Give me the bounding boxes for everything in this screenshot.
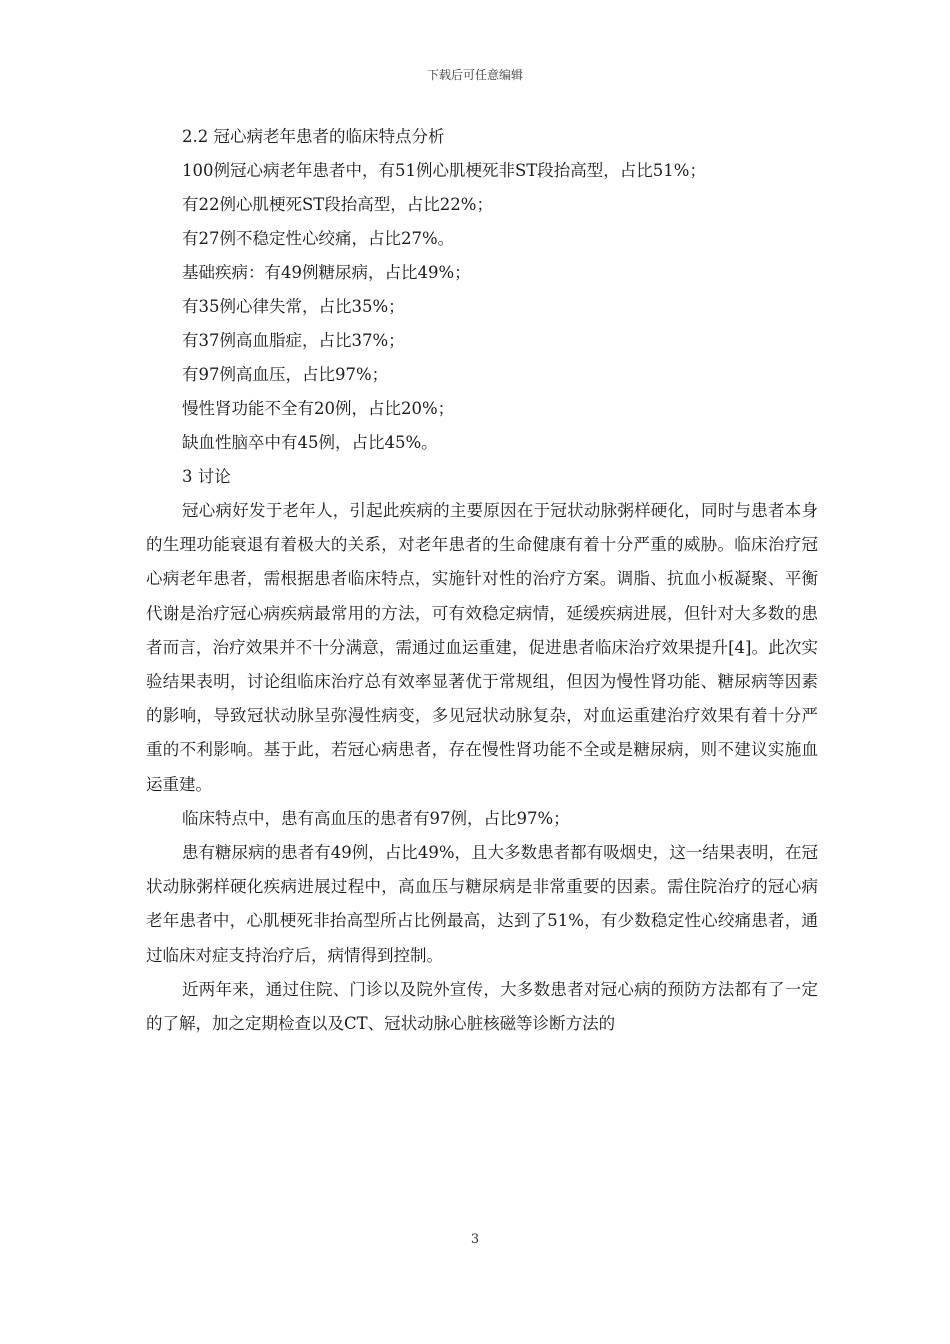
list-item: 有97例高血压，占比97%； [182,365,389,384]
body-paragraph: 近两年来，通过住院、门诊以及院外宣传，大多数患者对冠心病的预防方法都有了一定的了解，加之定期检查以及CT、冠状动脉心脏核磁等诊断方法的 [146,979,818,1034]
list-item: 有35例心律失常，占比35%； [182,297,405,316]
list-item: 有27例不稳定性心绞痛，占比27%。 [182,229,455,248]
body-paragraph: 冠心病好发于老年人，引起此疾病的主要原因在于冠状动脉粥样硬化，同时与患者本身的生理功能衰退有着极大的关系，对老年患者的生命健康有着十分严重的威胁。临床治疗冠心病老年患者，需根据患者临床特点，实施针对性的治疗方案。调脂、抗血小板凝聚、平衡代谢是治疗冠心病疾病最常用的方法，可有效稳定病情，延缓疾病进展，但针对大多数的患者而言，治疗效果并不十分满意，需通过血运重建，促进患者临床治疗效果提升[4]。此次实验结果表明，讨论组临床治疗总有效率显著优于常规组，但因为慢性肾功能、糖尿病等因素的影响，导致冠状动脉呈弥漫性病变，多见冠状动脉复杂，对血运重建治疗效果有着十分严重的不利影响。基于此，若冠心病患者，存在慢性肾功能不全或是糖尿病，则不建议实施血运重建。 [146,501,818,794]
section-heading: 2.2 冠心病老年患者的临床特点分析 [182,127,445,146]
list-item: 基础疾病：有49例糖尿病，占比49%； [182,263,471,282]
discussion-heading: 3 讨论 [182,467,231,486]
page-number: 3 [470,1232,480,1247]
page-header-note: 下载后可任意编辑 [426,68,523,82]
body-paragraph: 临床特点中，患有高血压的患者有97例，占比97%； [182,808,570,828]
list-item: 慢性肾功能不全有20例，占比20%； [182,399,455,418]
list-item: 有22例心肌梗死ST段抬高型，占比22%； [182,195,493,214]
list-item: 缺血性脑卒中有45例，占比45%。 [182,433,438,452]
body-paragraph: 患有糖尿病的患者有49例，占比49%，且大多数患者都有吸烟史，这一结果表明，在冠状动脉粥样硬化疾病进展过程中，高血压与糖尿病是非常重要的因素。需住院治疗的冠心病老年患者中，心肌梗死非抬高型所占比例最高，达到了51%，有少数稳定性心绞痛患者，通过临床对症支持治疗后，病情得到控制。 [146,843,818,965]
document-body [146,120,818,1041]
list-item: 有37例高血脂症，占比37%； [182,331,405,350]
list-item: 100例冠心病老年患者中，有51例心肌梗死非ST段抬高型，占比51%； [182,161,706,180]
